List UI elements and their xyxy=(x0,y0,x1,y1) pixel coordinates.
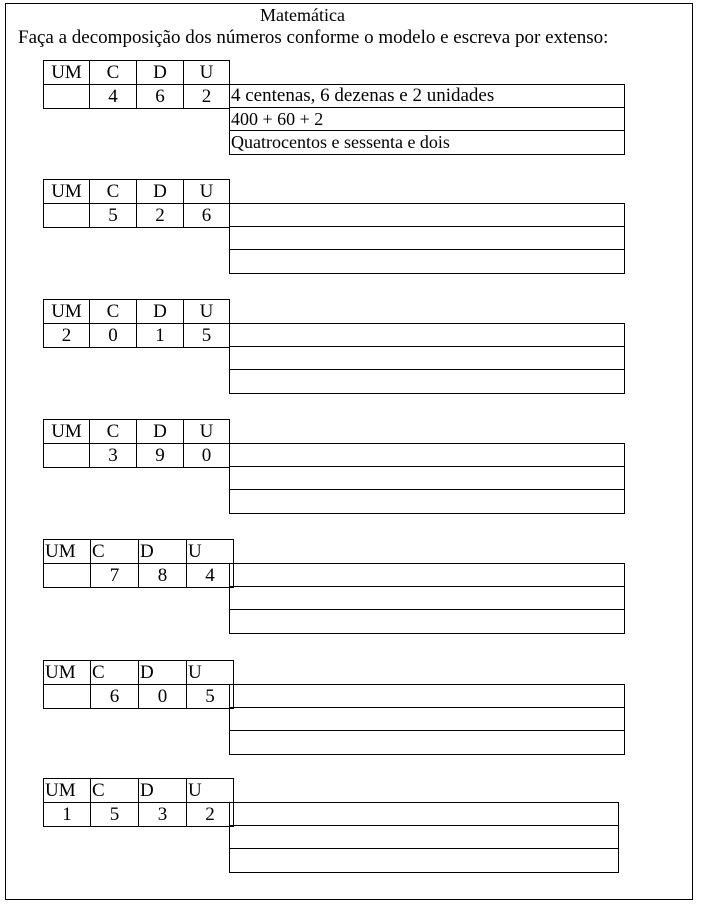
digit-um xyxy=(44,444,90,468)
answer-box xyxy=(229,323,625,394)
place-value-table xyxy=(43,419,230,468)
answer-line-3[interactable] xyxy=(230,490,624,513)
header-d: D xyxy=(137,61,184,85)
digit-c: 4 xyxy=(90,85,137,109)
digit-d: 2 xyxy=(137,204,184,228)
answer-extenso: Quatrocentos e sessenta e dois xyxy=(231,132,450,152)
digit-row xyxy=(44,204,230,228)
exercise-6 xyxy=(0,660,709,770)
answer-line-1[interactable] xyxy=(230,444,624,467)
digit-c: 3 xyxy=(90,444,137,468)
answer-box xyxy=(229,84,625,155)
header-c: C xyxy=(90,61,137,85)
exercise-5 xyxy=(0,539,709,649)
header-row xyxy=(44,300,230,324)
header-um: UM xyxy=(44,540,91,564)
answer-box xyxy=(229,443,625,514)
header-um: UM xyxy=(44,300,90,324)
answer-box xyxy=(229,802,619,873)
digit-d: 1 xyxy=(137,324,184,348)
digit-u: 5 xyxy=(184,324,230,348)
digit-u: 0 xyxy=(184,444,230,468)
instruction-text: Faça a decomposição dos números conforme o modelo e escreva por extenso: xyxy=(18,27,609,48)
header-row xyxy=(44,420,230,444)
answer-box xyxy=(229,203,625,274)
digit-um: 2 xyxy=(44,324,90,348)
exercise-2 xyxy=(0,179,709,289)
header-c: C xyxy=(91,661,139,685)
header-um: UM xyxy=(44,779,91,803)
digit-row xyxy=(44,324,230,348)
exercise-1 xyxy=(0,60,709,170)
place-value-table xyxy=(43,539,234,588)
answer-line-3[interactable] xyxy=(230,250,624,273)
digit-d: 9 xyxy=(137,444,184,468)
digit-u: 6 xyxy=(184,204,230,228)
digit-u: 2 xyxy=(184,85,230,109)
answer-line-2[interactable] xyxy=(230,227,624,250)
header-u: U xyxy=(184,300,230,324)
header-u: U xyxy=(184,61,230,85)
header-u: U xyxy=(184,180,230,204)
header-u: U xyxy=(187,779,234,803)
digit-row xyxy=(44,564,234,588)
header-d: D xyxy=(139,779,187,803)
answer-line-3[interactable] xyxy=(230,370,624,393)
header-c: C xyxy=(90,420,137,444)
header-c: C xyxy=(91,540,139,564)
answer-line-2[interactable] xyxy=(230,467,624,490)
digit-d: 6 xyxy=(137,85,184,109)
header-d: D xyxy=(137,420,184,444)
digit-row xyxy=(44,444,230,468)
answer-line-1[interactable] xyxy=(230,564,624,587)
place-value-table xyxy=(43,179,230,228)
header-u: U xyxy=(187,661,234,685)
digit-um xyxy=(44,685,91,709)
digit-u: 5 xyxy=(187,685,234,709)
answer-line-3[interactable] xyxy=(230,849,618,872)
answer-line-2[interactable] xyxy=(230,347,624,370)
header-row xyxy=(44,61,230,85)
digit-row xyxy=(44,685,234,709)
header-um: UM xyxy=(44,661,91,685)
answer-decomposition-words: 4 centenas, 6 dezenas e 2 unidades xyxy=(230,85,624,108)
answer-box xyxy=(229,563,625,634)
answer-line-1[interactable] xyxy=(230,685,624,708)
header-um: UM xyxy=(44,420,90,444)
header-um: UM xyxy=(44,180,90,204)
header-d: D xyxy=(139,661,187,685)
header-u: U xyxy=(184,420,230,444)
header-d: D xyxy=(137,180,184,204)
digit-c: 7 xyxy=(91,564,139,588)
answer-line-2[interactable] xyxy=(230,826,618,849)
header-c: C xyxy=(90,180,137,204)
header-row xyxy=(44,779,234,803)
answer-line-2[interactable] xyxy=(230,587,624,610)
answer-line-3[interactable] xyxy=(230,610,624,633)
answer-line-2[interactable] xyxy=(230,708,624,731)
header-c: C xyxy=(91,779,139,803)
digit-d: 3 xyxy=(139,803,187,827)
exercise-7 xyxy=(0,778,709,888)
header-row xyxy=(44,540,234,564)
digit-um xyxy=(44,204,90,228)
digit-c: 6 xyxy=(91,685,139,709)
header-row xyxy=(44,661,234,685)
digit-u: 4 xyxy=(187,564,234,588)
answer-line-1[interactable] xyxy=(230,324,624,347)
place-value-table xyxy=(43,660,234,709)
answer-line-3[interactable] xyxy=(230,731,624,754)
header-c: C xyxy=(90,300,137,324)
digit-um xyxy=(44,564,91,588)
place-value-table xyxy=(43,299,230,348)
exercise-4 xyxy=(0,419,709,529)
digit-d: 0 xyxy=(139,685,187,709)
digit-d: 8 xyxy=(139,564,187,588)
header-um: UM xyxy=(44,61,90,85)
header-d: D xyxy=(139,540,187,564)
page-title: Matemática xyxy=(260,5,345,25)
header-row xyxy=(44,180,230,204)
header-u: U xyxy=(187,540,234,564)
digit-c: 5 xyxy=(90,204,137,228)
digit-row xyxy=(44,803,234,827)
place-value-table xyxy=(43,778,234,827)
place-value-table xyxy=(43,60,230,109)
digit-um: 1 xyxy=(44,803,91,827)
digit-row xyxy=(44,85,230,109)
digit-c: 0 xyxy=(90,324,137,348)
exercise-3 xyxy=(0,299,709,409)
header-d: D xyxy=(137,300,184,324)
answer-decomposition-sum: 400 + 60 + 2 xyxy=(230,108,624,131)
digit-u: 2 xyxy=(187,803,234,827)
digit-um xyxy=(44,85,90,109)
answer-box xyxy=(229,684,625,755)
digit-c: 5 xyxy=(91,803,139,827)
answer-line-1[interactable] xyxy=(230,803,618,826)
answer-line-1[interactable] xyxy=(230,204,624,227)
